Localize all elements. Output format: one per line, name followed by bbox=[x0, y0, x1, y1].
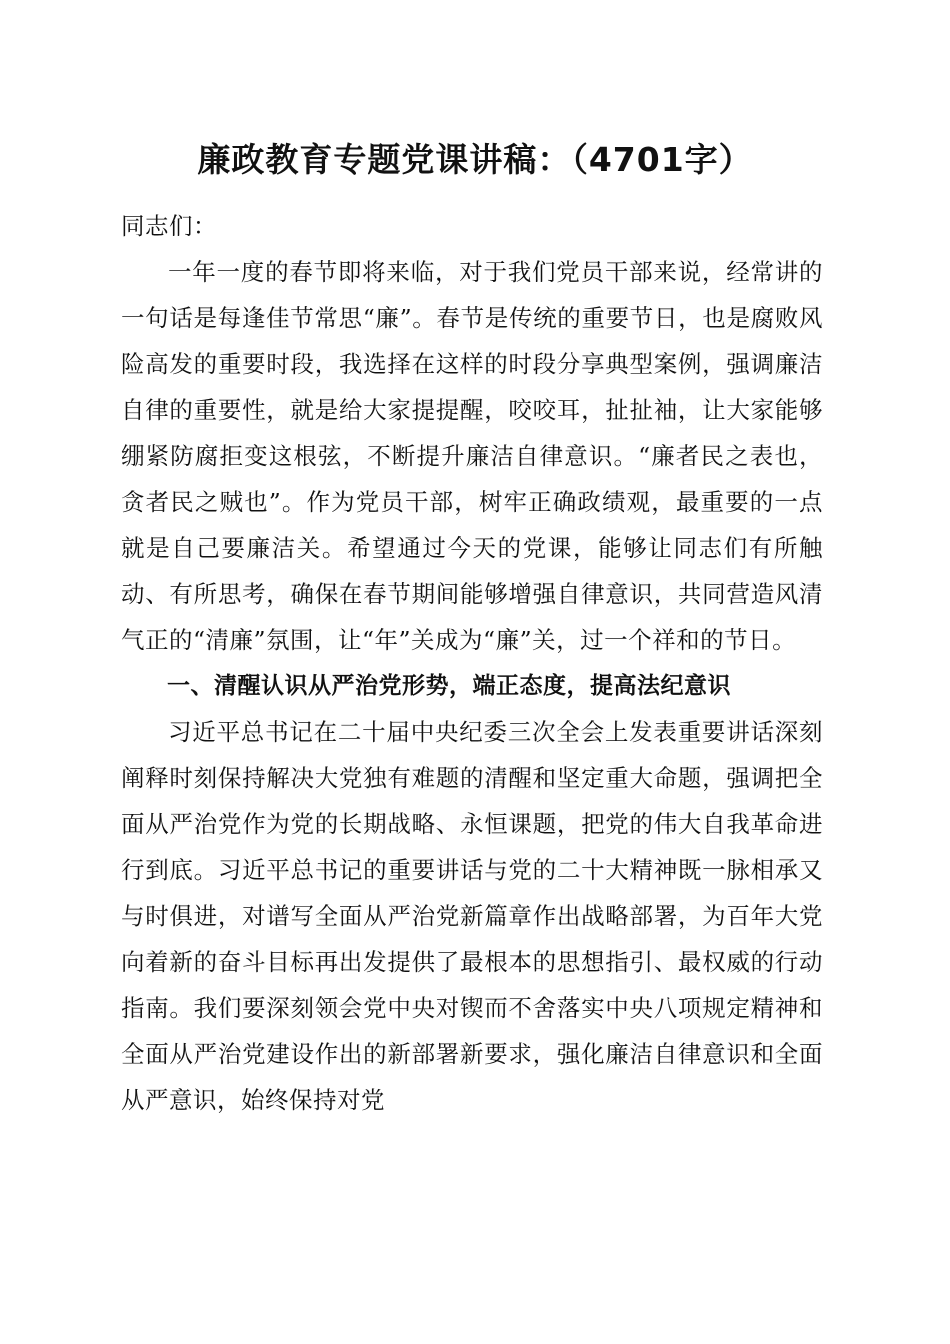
section-heading: 一、清醒认识从严治党形势，端正态度，提高法纪意识 bbox=[167, 673, 731, 699]
document-title: 廉政教育专题党课讲稿：（4701字） bbox=[197, 140, 753, 179]
salutation: 同志们： bbox=[121, 212, 217, 240]
intro-paragraph: 一年一度的春节即将来临，对于我们党员干部来说，经常讲的一句话是每逢佳节常思“廉”。春节是传统的重要节日，也是腐败风险高发的重要时段，我选择在这样的时段分享典型案例，强调廉洁自律的重要性，就是给大家提提醒，咬咬耳，扯扯袖，让大家能够绷紧防腐拒变这根弦，不断提升廉洁自律意识。“廉者民之表也，贪者民之贼也”。作为党员干部，树牢正确政绩观，最重要的一点就是自己要廉洁关。希望通过今天的党课，能够让同志们有所触动、有所思考，确保在春节期间能够增强自律意识，共同营造风清气正的“清廉”氛围，让“年”关成为“廉”关，过一个祥和的节日。 bbox=[121, 258, 823, 654]
section-paragraph: 习近平总书记在二十届中央纪委三次全会上发表重要讲话深刻阐释时刻保持解决大党独有难题的清醒和坚定重大命题，强调把全面从严治党作为党的长期战略、永恒课题，把党的伟大自我革命进行到底。习近平总书记的重要讲话与党的二十大精神既一脉相承又与时俱进，对谱写全面从严治党新篇章作出战略部署，为百年大党向着新的奋斗目标再出发提供了最根本的思想指引、最权威的行动指南。我们要深刻领会党中央对锲而不舍落实中央八项规定精神和全面从严治党建设作出的新部署新要求，强化廉洁自律意识和全面从严意识，始终保持对党 bbox=[121, 718, 823, 1114]
document-body bbox=[121, 203, 823, 1123]
